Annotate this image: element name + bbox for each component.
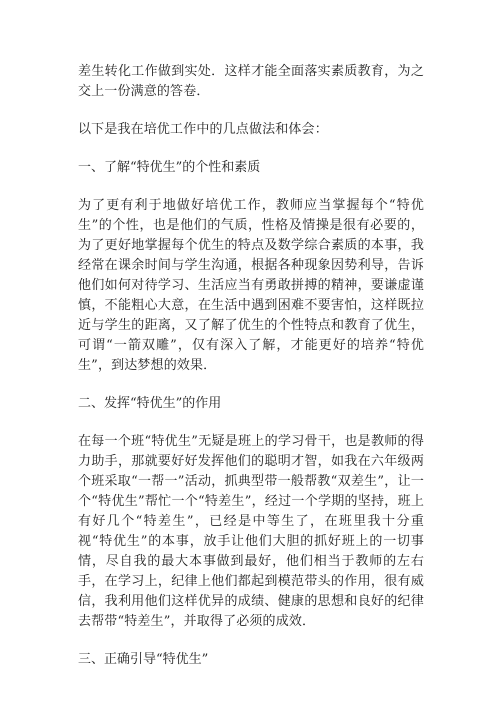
document-page	[78, 62, 424, 670]
section-heading-2: 二、发挥“特优生”的作用	[78, 396, 222, 411]
paragraph-section-1: 为了更有利于地做好培优工作，教师应当掌握每个“特优生”的个性，也是他们的气质，性格及情操是很有必要的，为了更好地掌握每个优生的特点及数学综合素质的本事，我经常在课余时间与学生沟通，根据各种现象因势利导，告诉他们如何对待学习、生活应当有勇敢拼搏的精神，要谦虚谨慎，不能粗心大意，在生活中遇到困难不要害怕，这样既拉近与学生的距离，又了解了优生的个性特点和教育了优生，可谓“一箭双雕”，仅有深入了解，才能更好的培养“特优生”，到达梦想的效果．	[78, 198, 424, 373]
paragraph-intro-continuation: 差生转化工作做到实处．这样才能全面落实素质教育，为之交上一份满意的答卷．	[78, 64, 424, 99]
section-heading-1: 一、了解“特优生”的个性和素质	[78, 160, 261, 175]
section-heading-3: 三、正确引导“特优生”	[78, 652, 209, 667]
paragraph-intro-lead: 以下是我在培优工作中的几点做法和体会：	[78, 122, 328, 137]
paragraph-section-2: 在每一个班“特优生”无疑是班上的学习骨干，也是教师的得力助手，那就要好好发挥他们的聪明才智，如我在六年级两个班采取“一帮一”活动，抓典型带一般帮教“双差生”，让一个“特优生”帮忙一个“特差生”，经过一个学期的坚持，班上有好几个“特差生”，已经是中等生了，在班里我十分重视“特优生”的本事，放手让他们大胆的抓好班上的一切事情，尽自我的最大本事做到最好，他们相当于教师的左右手，在学习上，纪律上他们都起到模范带头的作用，很有威信，我利用他们这样优异的成绩、健康的思想和良好的纪律去帮带“特差生”，并取得了必须的成效．	[78, 434, 424, 629]
